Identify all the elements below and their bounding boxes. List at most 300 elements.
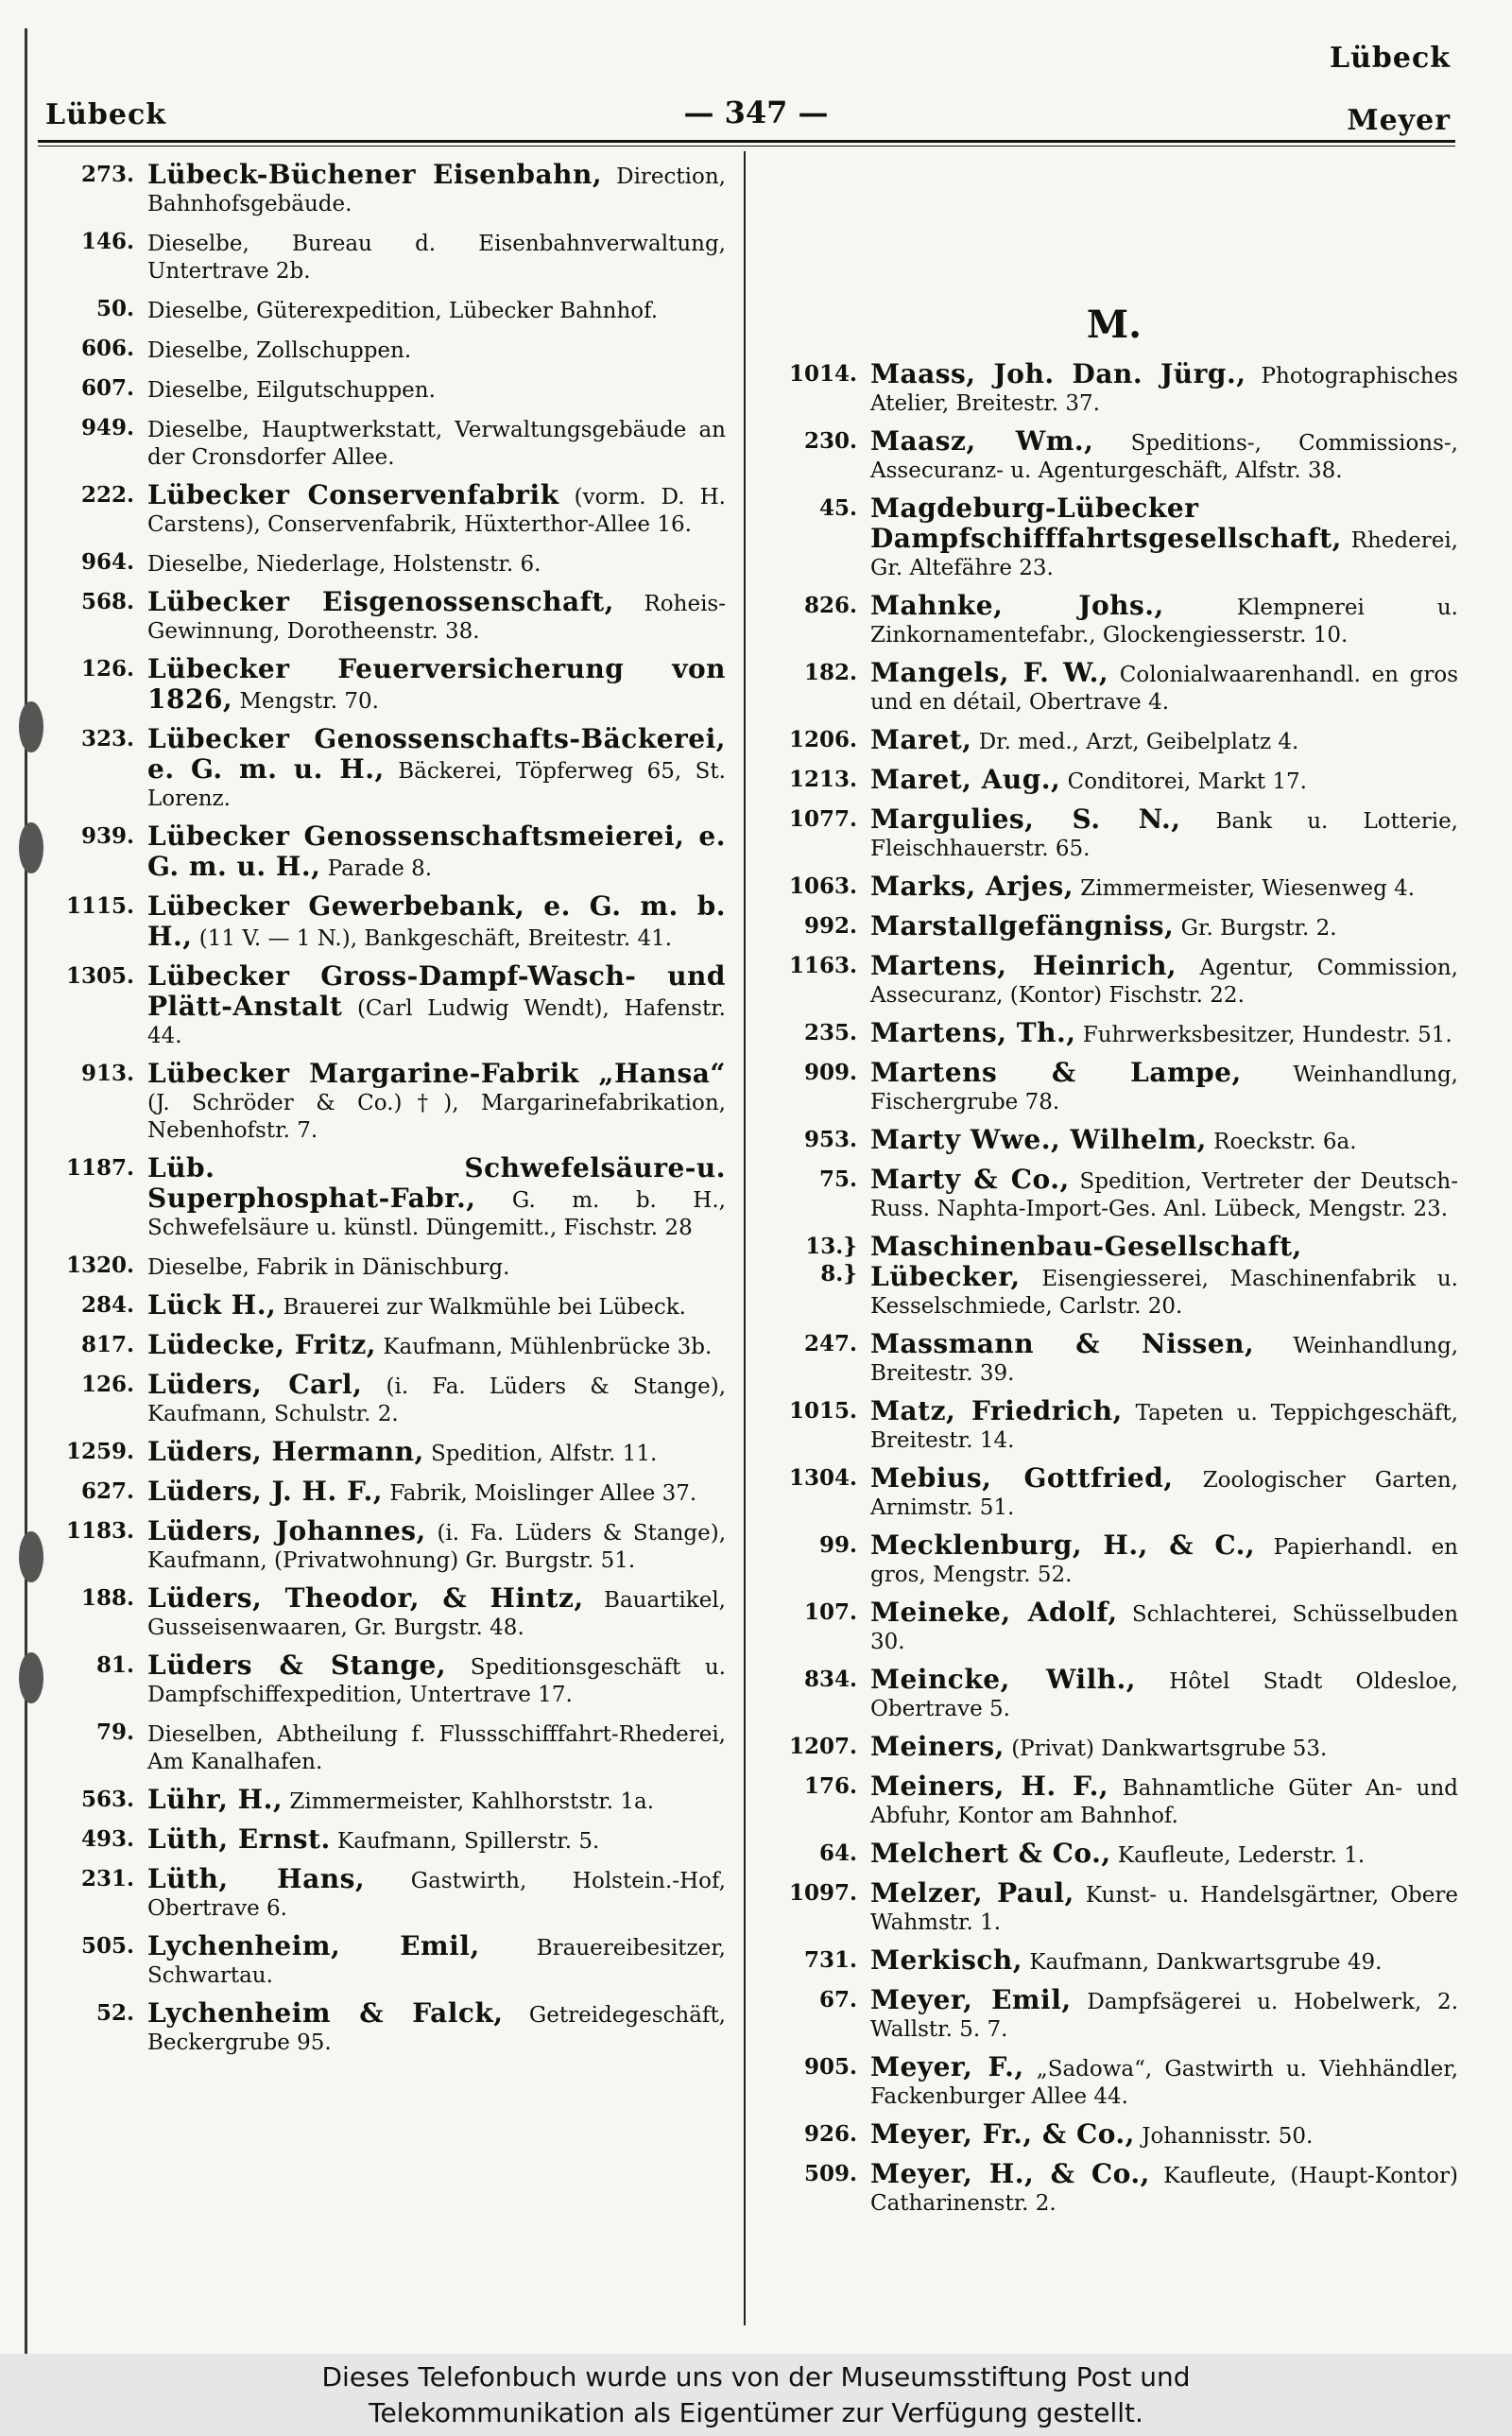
directory-entry — [770, 912, 1458, 942]
entry-details: (11 V. — 1 N.), Bankgeschäft, Breitestr. 41. — [192, 926, 673, 951]
directory-entry — [47, 588, 726, 646]
entry-text — [147, 1719, 726, 1776]
phone-number: 505. — [80, 1933, 134, 1959]
entry-details: Brauerei zur Walkmühle bei Lübeck. — [276, 1295, 686, 1320]
subscriber-name: Massmann & Nissen, — [870, 1328, 1255, 1359]
phone-number: 182. — [803, 660, 857, 685]
entry-text — [147, 892, 726, 953]
section-letter: M. — [1086, 302, 1143, 347]
entry-details: Conditorei, Markt 17. — [1060, 769, 1307, 794]
entry-text — [870, 766, 1458, 796]
phone-number: 731. — [803, 1947, 857, 1973]
directory-entry — [770, 1879, 1458, 1937]
phone-number: 273. — [80, 162, 134, 187]
entry-text — [147, 295, 726, 325]
directory-entry — [770, 1397, 1458, 1455]
right-column — [770, 161, 1458, 2227]
entry-details: Spedition, Vertreter der Deutsch-Russ. Naphta-Import-Ges. Anl. Lübeck, Mengstr. 23. — [870, 1169, 1458, 1221]
entry-details: Kaufmann, Spillerstr. 5. — [330, 1829, 600, 1854]
entry-text — [870, 2120, 1458, 2151]
column-divider — [744, 151, 746, 2325]
subscriber-name: Meyer, H., & Co., — [870, 2158, 1150, 2189]
phone-number: 176. — [803, 1773, 857, 1799]
subscriber-name: Lüdecke, Fritz, — [147, 1329, 377, 1360]
binding-hole — [19, 701, 43, 752]
binding-hole — [19, 1531, 43, 1582]
entry-details: (i. Fa. Lüders & Stange), Kaufmann, Schulstr. 2. — [147, 1374, 727, 1426]
entry-text — [147, 1825, 726, 1856]
entry-details: Photographisches Atelier, Breitestr. 37. — [870, 364, 1458, 416]
entry-text — [870, 805, 1458, 863]
subscriber-name: Martens, Heinrich, — [870, 950, 1177, 981]
entry-text — [870, 1666, 1458, 1723]
directory-entry — [770, 494, 1458, 582]
directory-entry — [47, 1331, 726, 1361]
directory-entry — [47, 1154, 726, 1242]
phone-number: 509. — [803, 2161, 857, 2186]
entry-details: Kaufleute, Lederstr. 1. — [1110, 1843, 1366, 1868]
entry-details: (Privat) Dankwartsgrube 53. — [1004, 1736, 1328, 1761]
directory-entry — [770, 1126, 1458, 1156]
directory-entry — [47, 1252, 726, 1282]
entry-text — [870, 592, 1458, 649]
entry-details: Eisengiesserei, Maschinenfabrik u. Kesselschmiede, Carlstr. 20. — [870, 1267, 1458, 1319]
phone-number: 247. — [803, 1331, 857, 1356]
directory-entry — [770, 592, 1458, 649]
entry-text — [147, 414, 726, 472]
running-head-right: Meyer — [1347, 104, 1451, 137]
phone-number: 627. — [80, 1478, 134, 1504]
right-entries — [770, 360, 1458, 2218]
subscriber-name: Meyer, F., — [870, 2051, 1024, 2082]
subscriber-name: Matz, Friedrich, — [870, 1395, 1123, 1426]
directory-entry — [47, 1477, 726, 1508]
phone-number: 81. — [95, 1652, 134, 1678]
entry-text — [870, 1946, 1458, 1977]
directory-entry — [770, 1330, 1458, 1388]
directory-entry — [770, 1840, 1458, 1870]
phone-number: 992. — [803, 913, 857, 939]
entry-details: Roeckstr. 6a. — [1206, 1130, 1357, 1154]
entry-details: Johannisstr. 50. — [1134, 2124, 1314, 2149]
entry-text — [870, 1059, 1458, 1116]
entry-text — [147, 1517, 726, 1575]
entry-details: Weinhandlung, Fischergrube 78. — [870, 1063, 1458, 1114]
subscriber-name: Lychenheim & Falck, — [147, 1997, 504, 2029]
entry-details: Klempnerei u. Zinkornamentefabr., Glockengiesserstr. 10. — [870, 596, 1458, 648]
directory-entry — [770, 2053, 1458, 2111]
subscriber-name: Meincke, Wilh., — [870, 1664, 1137, 1695]
entry-details: Dieselbe, Fabrik in Dänischburg. — [147, 1255, 510, 1280]
subscriber-name: Lüders, Hermann, — [147, 1436, 424, 1467]
directory-entry — [47, 1865, 726, 1923]
phone-number: 1305. — [65, 963, 134, 989]
subscriber-name: Lück H., — [147, 1289, 277, 1321]
phone-number: 568. — [80, 589, 134, 614]
directory-entry — [47, 1291, 726, 1322]
directory-entry — [47, 725, 726, 813]
entry-details: Dr. med., Arzt, Geibelplatz 4. — [971, 730, 1299, 754]
subscriber-name: Meyer, Fr., & Co., — [870, 2118, 1135, 2150]
entry-details: Speditions-, Commissions-, Assecuranz- u. Agenturgeschäft, Alfstr. 38. — [870, 431, 1458, 483]
phone-number: 323. — [80, 726, 134, 752]
subscriber-name: Lübecker Eisgenossenschaft, — [147, 586, 614, 617]
subscriber-name: Mecklenburg, H., & C., — [870, 1529, 1256, 1561]
phone-number: 493. — [80, 1826, 134, 1852]
directory-entry — [47, 1932, 726, 1990]
phone-number: 126. — [80, 1372, 134, 1397]
subscriber-name: Lüders, Johannes, — [147, 1515, 426, 1546]
phone-number: 1320. — [65, 1253, 134, 1278]
phone-number: 563. — [80, 1787, 134, 1812]
entry-text — [870, 952, 1458, 1010]
directory-entry — [47, 1438, 726, 1468]
entry-text — [147, 962, 726, 1050]
phone-number: 607. — [80, 375, 134, 401]
entry-text — [870, 1772, 1458, 1830]
phone-number: 1015. — [788, 1398, 857, 1424]
subscriber-name: Lüders & Stange, — [147, 1650, 447, 1681]
directory-entry — [770, 1059, 1458, 1116]
entry-details: Spedition, Alfstr. 11. — [423, 1442, 658, 1466]
entry-text — [147, 1999, 726, 2057]
phone-number: 79. — [95, 1719, 134, 1745]
entry-text — [870, 1166, 1458, 1223]
entry-details: Dieselbe, Güterexpedition, Lübecker Bahnhof. — [147, 299, 659, 323]
entry-details: Speditionsgeschäft u. Dampfschiffexpedition, Untertrave 17. — [147, 1655, 726, 1707]
directory-entry — [47, 1651, 726, 1709]
entry-details: Fabrik, Moislinger Allee 37. — [383, 1481, 697, 1506]
entry-text — [870, 360, 1458, 418]
phone-number: 1187. — [65, 1155, 134, 1181]
subscriber-name: Lüders, J. H. F., — [147, 1476, 384, 1507]
subscriber-name: Meineke, Adolf, — [870, 1597, 1118, 1628]
entry-text — [147, 1651, 726, 1709]
phone-number: 67. — [818, 1987, 857, 2013]
directory-entry — [770, 2120, 1458, 2151]
subscriber-name: Melzer, Paul, — [870, 1877, 1074, 1909]
directory-entry — [47, 335, 726, 365]
subscriber-name: Margulies, S. N., — [870, 803, 1181, 835]
directory-entry — [770, 1666, 1458, 1723]
subscriber-name: Lübecker Genossenschaftsmeierei, e. G. m. u. H., — [147, 821, 726, 882]
subscriber-name: Maret, Aug., — [870, 764, 1061, 795]
directory-entry — [770, 427, 1458, 485]
phone-number: 949. — [80, 415, 134, 441]
directory-entry — [47, 822, 726, 883]
entry-details: Gr. Burgstr. 2. — [1174, 916, 1337, 941]
entry-text — [147, 228, 726, 285]
entry-details: Kaufleute, (Haupt-Kontor) Catharinenstr. 2. — [870, 2164, 1458, 2216]
phone-number: 52. — [95, 2000, 134, 2026]
entry-details: Dieselbe, Hauptwerkstatt, Verwaltungsgebäude an der Cronsdorfer Allee. — [147, 418, 726, 470]
phone-number: 1115. — [65, 893, 134, 919]
entry-details: Papierhandl. en gros, Mengstr. 52. — [870, 1535, 1458, 1587]
entry-text — [870, 1397, 1458, 1455]
entry-details: Colonialwaarenhandl. en gros und en détail, Obertrave 4. — [870, 663, 1459, 715]
subscriber-name: Marstallgefängniss, — [870, 910, 1175, 942]
directory-entry — [770, 805, 1458, 863]
entry-details: Rhederei, Gr. Altefähre 23. — [870, 528, 1458, 580]
entry-details: Zoologischer Garten, Arnimstr. 51. — [870, 1468, 1458, 1520]
entry-details: Kunst- u. Handelsgärtner, Obere Wahmstr. 1. — [870, 1883, 1458, 1935]
phone-number: 905. — [803, 2054, 857, 2080]
directory-entry — [47, 1825, 726, 1856]
entry-text — [147, 1291, 726, 1322]
subscriber-name: Lüb. Schwefelsäure-u. Superphosphat-Fabr., — [147, 1152, 726, 1214]
entry-text — [870, 1598, 1458, 1656]
entry-details: Agentur, Commission, Assecuranz, (Kontor) Fischstr. 22. — [870, 956, 1458, 1008]
entry-text — [147, 1438, 726, 1468]
phone-number: 1183. — [65, 1518, 134, 1544]
subscriber-name: Mangels, F. W., — [870, 657, 1109, 688]
entry-details: Dampfsägerei u. Hobelwerk, 2. Wallstr. 5. 7. — [870, 1990, 1459, 2042]
phone-number: 1213. — [788, 767, 857, 792]
entry-details: (i. Fa. Lüders & Stange), Kaufmann, (Privatwohnung) Gr. Burgstr. 51. — [147, 1521, 727, 1573]
phone-number: 107. — [803, 1599, 857, 1625]
directory-entry — [770, 2160, 1458, 2218]
directory-entry — [770, 952, 1458, 1010]
phone-number: 235. — [803, 1020, 857, 1045]
entry-text — [147, 335, 726, 365]
subscriber-name: Merkisch, — [870, 1944, 1023, 1976]
entry-details: Bahnamtliche Güter An- und Abfuhr, Kontor am Bahnhof. — [870, 1776, 1458, 1828]
subscriber-name: Mahnke, Johs., — [870, 590, 1164, 621]
phone-number: 1304. — [788, 1465, 857, 1491]
entry-text — [147, 822, 726, 883]
entry-text — [147, 1154, 726, 1242]
phone-number: 817. — [80, 1332, 134, 1357]
phone-number: 231. — [80, 1866, 134, 1892]
entry-text — [147, 1060, 726, 1145]
subscriber-name: Lüth, Ernst. — [147, 1823, 331, 1855]
subscriber-name: Lüders, Carl, — [147, 1369, 363, 1400]
phone-number: 1077. — [788, 806, 857, 832]
entry-text — [147, 655, 726, 716]
subscriber-name: Lübecker Conservenfabrik — [147, 479, 559, 510]
entry-details: Kaufmann, Mühlenbrücke 3b. — [376, 1335, 713, 1359]
subscriber-name: Lüders, Theodor, & Hintz, — [147, 1582, 584, 1614]
entry-text — [147, 374, 726, 405]
entry-text — [870, 494, 1458, 582]
entry-details: Roheis-Gewinnung, Dorotheenstr. 38. — [147, 592, 726, 644]
subscriber-name: Marty Wwe., Wilhelm, — [870, 1124, 1207, 1155]
subscriber-name: Meiners, H. F., — [870, 1771, 1109, 1802]
binding-hole — [19, 1652, 43, 1703]
running-head-top-right: Lübeck — [1329, 42, 1451, 75]
running-head-left: Lübeck — [45, 98, 167, 131]
entry-text — [870, 872, 1458, 903]
phone-number: 284. — [80, 1292, 134, 1318]
phone-number: 826. — [803, 593, 857, 618]
phone-number: 64. — [818, 1840, 857, 1866]
subscriber-name: Martens, Th., — [870, 1017, 1076, 1048]
directory-entry — [47, 228, 726, 285]
phone-number: 126. — [80, 656, 134, 682]
directory-entry — [47, 548, 726, 579]
subscriber-name: Marks, Arjes, — [870, 871, 1074, 902]
phone-number: 75. — [818, 1166, 857, 1192]
subscriber-name: Lübecker Feuerversicherung von 1826, — [147, 653, 726, 715]
entry-details: Tapeten u. Teppichgeschäft, Breitestr. 14. — [870, 1401, 1458, 1453]
phone-number: 1207. — [788, 1734, 857, 1759]
phone-number: 45. — [818, 495, 857, 521]
entry-text — [147, 725, 726, 813]
entry-text — [870, 1126, 1458, 1156]
phone-number: 939. — [80, 823, 134, 849]
entry-text — [147, 1865, 726, 1923]
phone-number: 1014. — [788, 361, 857, 387]
subscriber-name: Maschinenbau-Gesellschaft, Lübecker, — [870, 1231, 1302, 1292]
entry-text — [870, 912, 1458, 942]
entry-text — [147, 481, 726, 539]
entry-text — [147, 1584, 726, 1642]
entry-text — [870, 1019, 1458, 1049]
directory-entry — [47, 1719, 726, 1776]
directory-entry — [47, 1999, 726, 2057]
entry-text — [870, 1986, 1458, 2044]
subscriber-name: Magdeburg-Lübecker Dampfschifffahrtsgesellschaft, — [870, 492, 1342, 554]
left-column — [47, 161, 726, 2066]
directory-entry — [770, 872, 1458, 903]
phone-number: 230. — [803, 428, 857, 454]
directory-entry — [47, 655, 726, 716]
footer-line-1: Dieses Telefonbuch wurde uns von der Museumsstiftung Post und — [321, 2361, 1191, 2393]
entry-details: „Sadowa“, Gastwirth u. Viehhändler, Fackenburger Allee 44. — [870, 2057, 1459, 2109]
phone-number: 1206. — [788, 727, 857, 752]
directory-entry — [47, 1786, 726, 1816]
entry-text — [870, 1879, 1458, 1937]
subscriber-name: Lübecker Gross-Dampf-Wasch- und Plätt-Anstalt — [147, 960, 726, 1022]
subscriber-name: Lübecker Gewerbebank, e. G. m. b. H., — [147, 890, 726, 952]
phone-number: 50. — [95, 296, 134, 321]
phone-number: 1163. — [788, 953, 857, 978]
phone-number: 964. — [80, 549, 134, 575]
subscriber-name: Marty & Co., — [870, 1164, 1070, 1195]
footer-text — [0, 2354, 1512, 2431]
subscriber-name: Lübecker Genossenschafts-Bäckerei, e. G. m. u. H., — [147, 723, 726, 785]
entry-text — [147, 1371, 726, 1428]
entry-text — [147, 548, 726, 579]
entry-text — [147, 588, 726, 646]
directory-entry — [770, 1946, 1458, 1977]
directory-entry — [770, 1598, 1458, 1656]
directory-entry — [770, 360, 1458, 418]
directory-entry — [47, 481, 726, 539]
entry-text — [147, 1932, 726, 1990]
phone-number: 13.} 8.} — [805, 1234, 857, 1287]
directory-entry — [47, 161, 726, 218]
entry-text — [870, 659, 1458, 717]
subscriber-name: Lübeck-Büchener Eisenbahn, — [147, 159, 603, 190]
directory-entry — [47, 414, 726, 472]
subscriber-name: Maret, — [870, 724, 972, 755]
entry-details: Dieselbe, Bureau d. Eisenbahnverwaltung, Untertrave 2b. — [147, 232, 726, 284]
entry-text — [870, 2160, 1458, 2218]
directory-entry — [47, 1060, 726, 1145]
entry-text — [870, 1531, 1458, 1589]
directory-entry — [47, 374, 726, 405]
footer-line-2: Telekommunikation als Eigentümer zur Verfügung gestellt. — [369, 2397, 1143, 2428]
entry-details: Parade 8. — [320, 856, 433, 881]
directory-entry — [47, 962, 726, 1050]
entry-details: Dieselben, Abtheilung f. Flussschifffahrt-Rhederei, Am Kanalhafen. — [147, 1722, 726, 1774]
directory-entry — [770, 1531, 1458, 1589]
entry-text — [870, 427, 1458, 485]
directory-entry — [770, 726, 1458, 756]
page-number: — 347 — — [683, 95, 829, 130]
subscriber-name: Meiners, — [870, 1731, 1005, 1762]
entry-details: G. m. b. H., Schwefelsäure u. künstl. Düngemitt., Fischstr. 28 — [147, 1188, 726, 1240]
entry-details: Gastwirth, Holstein.-Hof, Obertrave 6. — [147, 1869, 726, 1921]
entry-details: Schlachterei, Schüsselbuden 30. — [870, 1602, 1459, 1654]
entry-details: Brauereibesitzer, Schwartau. — [147, 1936, 726, 1988]
directory-entry — [47, 295, 726, 325]
phone-number: 834. — [803, 1667, 857, 1692]
entry-text — [147, 1331, 726, 1361]
directory-entry — [770, 1986, 1458, 2044]
header-rule — [38, 140, 1455, 143]
entry-details: Zimmermeister, Wiesenweg 4. — [1073, 876, 1416, 901]
subscriber-name: Lübecker Margarine-Fabrik „Hansa“ — [147, 1058, 726, 1089]
entry-text — [870, 726, 1458, 756]
entry-text — [870, 1840, 1458, 1870]
subscriber-name: Lüth, Hans, — [147, 1863, 366, 1894]
entry-details: Zimmermeister, Kahlhorststr. 1a. — [283, 1789, 655, 1814]
entry-details: Direction, Bahnhofsgebäude. — [147, 164, 726, 216]
directory-entry — [47, 1584, 726, 1642]
entry-details: Dieselbe, Niederlage, Holstenstr. 6. — [147, 552, 541, 577]
entry-text — [147, 1252, 726, 1282]
phone-number: 953. — [803, 1127, 857, 1152]
subscriber-name: Mebius, Gottfried, — [870, 1462, 1174, 1494]
directory-entry — [47, 892, 726, 953]
phone-number: 222. — [80, 482, 134, 508]
subscriber-name: Melchert & Co., — [870, 1838, 1111, 1869]
phone-number: 606. — [80, 336, 134, 361]
directory-entry — [770, 1233, 1458, 1321]
phone-number: 188. — [80, 1585, 134, 1611]
entry-details: Fuhrwerksbesitzer, Hundestr. 51. — [1075, 1023, 1452, 1047]
directory-entry — [47, 1517, 726, 1575]
phone-number: 1259. — [65, 1439, 134, 1464]
phone-number: 909. — [803, 1060, 857, 1085]
directory-entry — [770, 1464, 1458, 1522]
entry-text — [147, 1786, 726, 1816]
phone-number: 913. — [80, 1061, 134, 1086]
directory-entry — [47, 1371, 726, 1428]
entry-text — [870, 2053, 1458, 2111]
entry-details: Kaufmann, Dankwartsgrube 49. — [1022, 1950, 1383, 1975]
phone-number: 1063. — [788, 873, 857, 899]
subscriber-name: Martens & Lampe, — [870, 1057, 1242, 1088]
subscriber-name: Lychenheim, Emil, — [147, 1930, 480, 1961]
entry-details: Dieselbe, Zollschuppen. — [147, 338, 412, 363]
header-rule-thin — [38, 146, 1455, 147]
phone-number: 1097. — [788, 1880, 857, 1906]
entry-details: (vorm. D. H. Carstens), Conservenfabrik, Hüxterthor-Allee 16. — [147, 485, 726, 537]
subscriber-name: Maasz, Wm., — [870, 425, 1094, 457]
directory-entry — [770, 1166, 1458, 1223]
entry-details: Mengstr. 70. — [232, 689, 379, 714]
directory-entry — [770, 1772, 1458, 1830]
entry-text — [147, 161, 726, 218]
entry-text — [870, 1733, 1458, 1763]
entry-details: (Carl Ludwig Wendt), Hafenstr. 44. — [147, 996, 726, 1048]
footer — [0, 2354, 1512, 2436]
entry-details: Bäckerei, Töpferweg 65, St. Lorenz. — [147, 759, 726, 811]
subscriber-name: Meyer, Emil, — [870, 1984, 1072, 2015]
